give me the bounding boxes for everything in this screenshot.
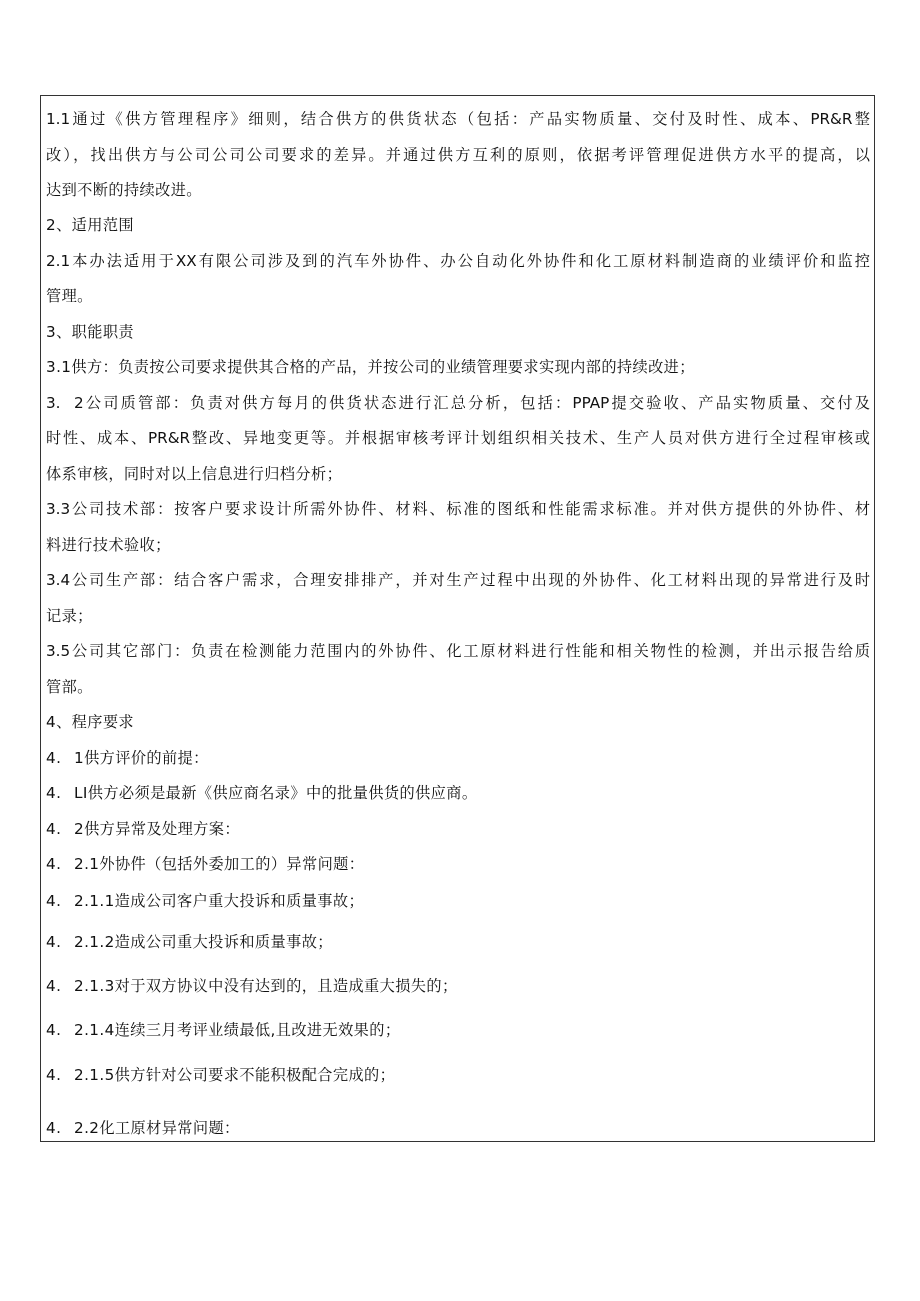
line-text: 时性、成本、PR&R整改、异地变更等。并根据审核考评计划组织相关技术、生产人员对供方进行全过程审核或 bbox=[46, 429, 870, 447]
list-item bbox=[46, 783, 870, 803]
paragraph-line bbox=[46, 606, 870, 626]
line-text: 公司其它部门：负责在检测能力范围内的外协件、化工原材料进行性能和相关物性的检测，并出示报告给质 bbox=[70, 642, 870, 660]
section-heading bbox=[46, 712, 870, 732]
section-number: 2.1 bbox=[46, 252, 71, 270]
list-item bbox=[46, 976, 870, 996]
section-number: 3.5 bbox=[46, 642, 71, 660]
paragraph-line bbox=[46, 464, 870, 484]
line-text: 2公司质管部：负责对供方每月的供货状态进行汇总分析，包括：PPAP提交验收、产品实物质量、交付及 bbox=[74, 394, 870, 412]
section-number: 1.1 bbox=[46, 110, 71, 128]
section-number: 4. bbox=[46, 749, 62, 767]
section-number: 4. bbox=[46, 977, 62, 995]
line-text: 记录； bbox=[46, 607, 93, 625]
line-text: 通过《供方管理程序》细则，结合供方的供货状态（包括：产品实物质量、交付及时性、成本、PR&R整 bbox=[70, 110, 870, 128]
list-item bbox=[46, 854, 870, 874]
paragraph-line bbox=[46, 641, 870, 661]
heading-text: 、职能职责 bbox=[56, 323, 135, 341]
paragraph-line bbox=[46, 428, 870, 448]
line-text: 供方：负责按公司要求提供其合格的产品，并按公司的业绩管理要求实现内部的持续改进； bbox=[71, 358, 695, 376]
line-text: 1供方评价的前提： bbox=[74, 749, 209, 767]
line-text: 2.1.4连续三月考评业绩最低,且改进无效果的； bbox=[74, 1021, 401, 1039]
line-text: 改），找出供方与公司公司公司要求的差异。并通过供方互利的原则，依据考评管理促进供方水平的提高，以 bbox=[46, 146, 870, 164]
line-text: 公司生产部：结合客户需求，合理安排排产，并对生产过程中出现的外协件、化工材料出现的异常进行及时 bbox=[70, 571, 870, 589]
line-text: 本办法适用于XX有限公司涉及到的汽车外协件、办公自动化外协件和化工原材料制造商的业绩评价和监控 bbox=[70, 252, 870, 270]
line-text: LI供方必须是最新《供应商名录》中的批量供货的供应商。 bbox=[74, 784, 478, 802]
section-number: 2 bbox=[46, 216, 57, 234]
section-number: 4. bbox=[46, 784, 62, 802]
paragraph-line bbox=[46, 677, 870, 697]
line-text: 体系审核，同时对以上信息进行归档分析； bbox=[46, 465, 343, 483]
section-number: 4. bbox=[46, 855, 62, 873]
paragraph-line bbox=[46, 145, 870, 165]
list-item bbox=[46, 1065, 870, 1085]
section-number: 4 bbox=[46, 713, 57, 731]
paragraph-line bbox=[46, 357, 870, 377]
section-number: 4. bbox=[46, 820, 62, 838]
list-item bbox=[46, 1020, 870, 1040]
paragraph-line bbox=[46, 286, 870, 306]
section-heading bbox=[46, 322, 870, 342]
line-text: 2.1.1造成公司客户重大投诉和质量事故； bbox=[74, 892, 365, 910]
line-text: 2.1.2造成公司重大投诉和质量事故； bbox=[74, 933, 333, 951]
section-heading bbox=[46, 215, 870, 235]
section-number: 4. bbox=[46, 1066, 62, 1084]
paragraph-line bbox=[46, 251, 870, 271]
section-number: 3. bbox=[46, 394, 61, 412]
line-text: 2供方异常及处理方案： bbox=[74, 820, 240, 838]
heading-text: 、适用范围 bbox=[56, 216, 135, 234]
line-text: 2.1外协件（包括外委加工的）异常问题： bbox=[74, 855, 365, 873]
paragraph-line bbox=[46, 570, 870, 590]
line-text: 2.1.5供方针对公司要求不能积极配合完成的； bbox=[74, 1066, 396, 1084]
section-number: 3.1 bbox=[46, 358, 72, 376]
section-number: 3.3 bbox=[46, 500, 71, 518]
section-number: 4. bbox=[46, 933, 62, 951]
document-frame bbox=[40, 95, 875, 1142]
section-number: 4. bbox=[46, 1021, 62, 1039]
section-number: 4. bbox=[46, 892, 62, 910]
line-text: 管理。 bbox=[46, 287, 93, 305]
line-text: 达到不断的持续改进。 bbox=[46, 181, 202, 199]
line-text: 料进行技术验收； bbox=[46, 536, 171, 554]
list-item bbox=[46, 891, 870, 911]
paragraph-line bbox=[46, 393, 870, 413]
list-item bbox=[46, 819, 870, 839]
list-item bbox=[46, 1118, 870, 1138]
section-number: 3 bbox=[46, 323, 57, 341]
line-text: 管部。 bbox=[46, 678, 93, 696]
paragraph-line bbox=[46, 180, 870, 200]
heading-text: 、程序要求 bbox=[56, 713, 135, 731]
list-item bbox=[46, 932, 870, 952]
line-text: 2.1.3对于双方协议中没有达到的，且造成重大损失的； bbox=[74, 977, 458, 995]
line-text: 公司技术部：按客户要求设计所需外协件、材料、标准的图纸和性能需求标准。并对供方提供的外协件、材 bbox=[70, 500, 870, 518]
paragraph-line bbox=[46, 109, 870, 129]
list-item bbox=[46, 748, 870, 768]
section-number: 3.4 bbox=[46, 571, 71, 589]
section-number: 4. bbox=[46, 1119, 62, 1137]
paragraph-line bbox=[46, 535, 870, 555]
paragraph-line bbox=[46, 499, 870, 519]
line-text: 2.2化工原材异常问题： bbox=[74, 1119, 240, 1137]
